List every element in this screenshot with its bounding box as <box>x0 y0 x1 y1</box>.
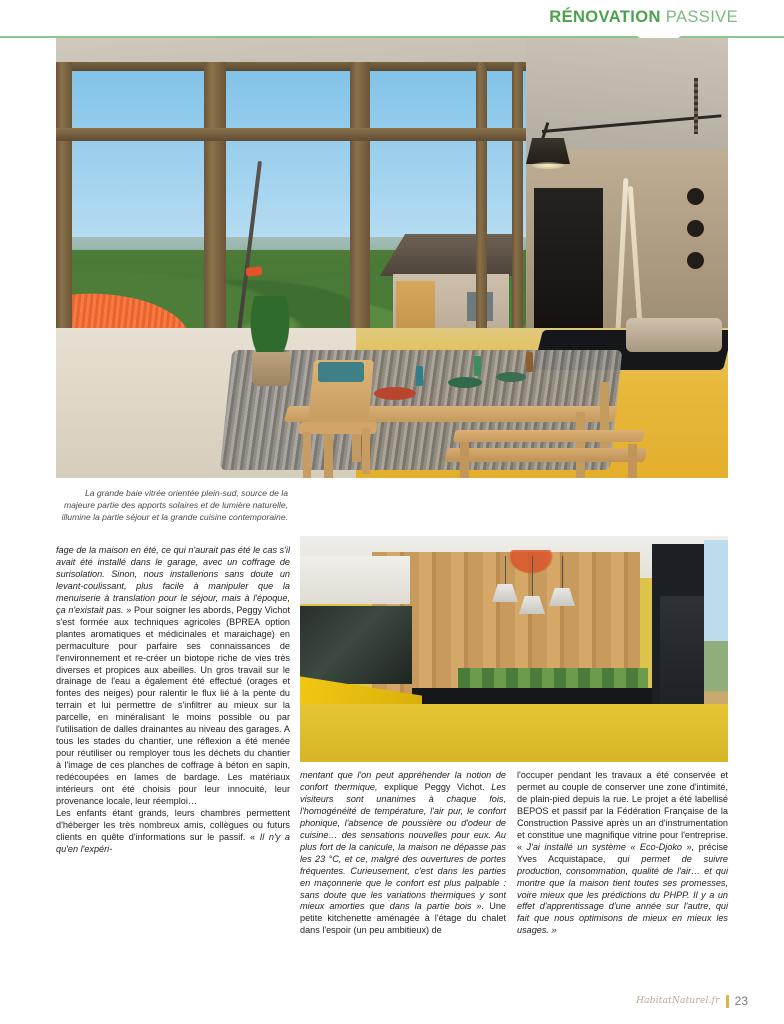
log-side-table <box>626 318 722 352</box>
paragraph <box>517 770 728 937</box>
lamp-glow <box>532 162 564 169</box>
bench-seat <box>453 430 646 442</box>
col1-p2-plain: Les enfants étant grands, leurs chambres permettent d'héberger les très nombreux amis, collègues ou futurs clients en quête d'informations sur le passif. « <box>56 807 290 842</box>
col1-italic-lead: fage de la maison en été, ce qui n'aurait pas été le cas s'il avait été installé dans le garage, avec un coffrage de surisolation. Sinon, nous installerions sans doute un levant-coulissant, plus facile à manipuler que la menuiserie à translation pour le séjour, mais à l'époque, ça n'existait pas. » <box>56 545 290 615</box>
plate <box>448 377 482 388</box>
page-footer <box>636 994 748 1008</box>
bottle <box>416 366 423 386</box>
bench-rail <box>444 448 647 462</box>
upper-cabinets <box>300 556 410 604</box>
col2-p2-italic: Les visiteurs sont unanimes à chaque fois, l'homogénéité de température, l'air pur, le confort phonique, l'absence de poussière ou d'odeur de cuisine… des sensations nouvelles pour eux. Au plus fort de la canicule, la maison ne dépasse pas les 23 °C, et ce, malgré des ouvertures de portes fréquentes. Curieusement, c'est dans les parties en maçonnerie que le confort est plus palpable : sans doute que les variations thermiques y sont mieux amorties que dans la partie bois ». <box>300 781 506 912</box>
wall-disc-decor <box>687 188 704 205</box>
kitchen-photo <box>300 536 728 762</box>
kicker-light-text: PASSIVE <box>665 8 738 26</box>
plate <box>496 372 526 382</box>
section-kicker <box>0 8 784 32</box>
col1-p2-italic: Il n'y a qu'en l'expéri- <box>56 831 290 854</box>
photo-caption: La grande baie vitrée orientée plein-sud, source de la majeure partie des apports solaires et de lumière naturelle, illumine la partie séjour et la grande cuisine contemporaine. <box>61 488 288 522</box>
col3-p2-italic: J'ai installé un système « Eco-Djoko », <box>526 841 695 852</box>
body-column-2 <box>300 770 506 937</box>
col3-p2-plain: précise Yves Acquistapace, <box>517 841 728 864</box>
page-number: 23 <box>734 994 748 1008</box>
red-twig-decor <box>496 550 566 584</box>
hammock-anchor <box>246 266 263 277</box>
window-head-frame <box>56 62 526 71</box>
mirrored-splashback <box>300 606 412 684</box>
wall-disc-decor <box>687 220 704 237</box>
col2-p1-plain: explique Peggy Vichot. <box>377 781 492 792</box>
col1-plain-rest: Pour soigner les abords, Peggy Vichot s'est formée aux techniques agricoles (BPREA option plantes aromatiques et médicinales et maraichage) en permaculture pour parfaire ses connaissances de l'environnement et re-créer un biotope riche de vies très diverses et propices aux abeilles. Un gros travail sur le drainage de l'eau a également été effectué (orages et fontes des neiges) pour ralentir le flux lié à la pente du terrain et lui permettre de s'infiltrer au mieux sur la parcelle, en minéralisant le moins possible ou par l'utilisation de dalles drainantes au niveau des garages. A tous les stades du chantier, une réflexion a été menée pour réutiliser ou remployer tous les déchets du chantier à l'image de ces planches de coffrage à béton en sapin, redécoupées en lames de bardage. Les matériaux intérieurs ont été choisis pour leur innocuité, leur provenance locale, leur réemploi… <box>56 604 290 807</box>
kicker-bold-text: RÉNOVATION <box>549 8 661 26</box>
plate <box>374 387 416 400</box>
col3-p3-italic: qui permet de suivre production, consommation, qualité de l'air… et qui montre que la maison tient toutes ses promesses, voire mieux que les prédictions du PHPP. Il y a un effet d'apprentissage d'une année sur l'autre, qui fait que nous optimisons de mieux en mieux les usages. » <box>517 853 728 936</box>
footer-divider <box>726 995 729 1008</box>
wall-disc-decor <box>687 252 704 269</box>
yellow-kitchen-floor <box>300 704 728 762</box>
paragraph <box>56 808 290 856</box>
bottle <box>474 356 481 376</box>
col2-p1-italic: mentant que l'on peut appréhender la notion de confort thermique, <box>300 770 506 792</box>
sky <box>56 62 526 260</box>
bottle <box>526 352 533 372</box>
body-column-3 <box>517 770 728 937</box>
col2-p3-plain: Une petite kitchenette aménagée à l'étage du chalet dans l'espoir (un peu ambitieux) de <box>300 901 506 936</box>
lamp-shade <box>526 138 570 164</box>
window-transom <box>56 128 526 141</box>
hero-photo-living-room <box>56 38 728 478</box>
brand-name: HabitatNaturel.fr <box>636 996 720 1006</box>
col3-p1-plain: l'occuper pendant les travaux a été conservée et permet au couple de conserver une zone d'intimité, de plain-pied depuis la rue. Le projet a été labellisé BEPOS et passif par la Fédération Française de la Construction Passive après un an d'instrumentation et constitue une magnifique vitrine pour l'entreprise. « <box>517 770 728 852</box>
plant-pot <box>252 352 290 386</box>
paragraph <box>56 545 290 808</box>
chair-upholstery <box>318 362 364 382</box>
paragraph <box>300 770 506 937</box>
dark-doorway <box>534 188 603 328</box>
strip-window <box>458 668 648 690</box>
body-column-1 <box>56 545 290 856</box>
lamp-chain <box>694 78 698 134</box>
